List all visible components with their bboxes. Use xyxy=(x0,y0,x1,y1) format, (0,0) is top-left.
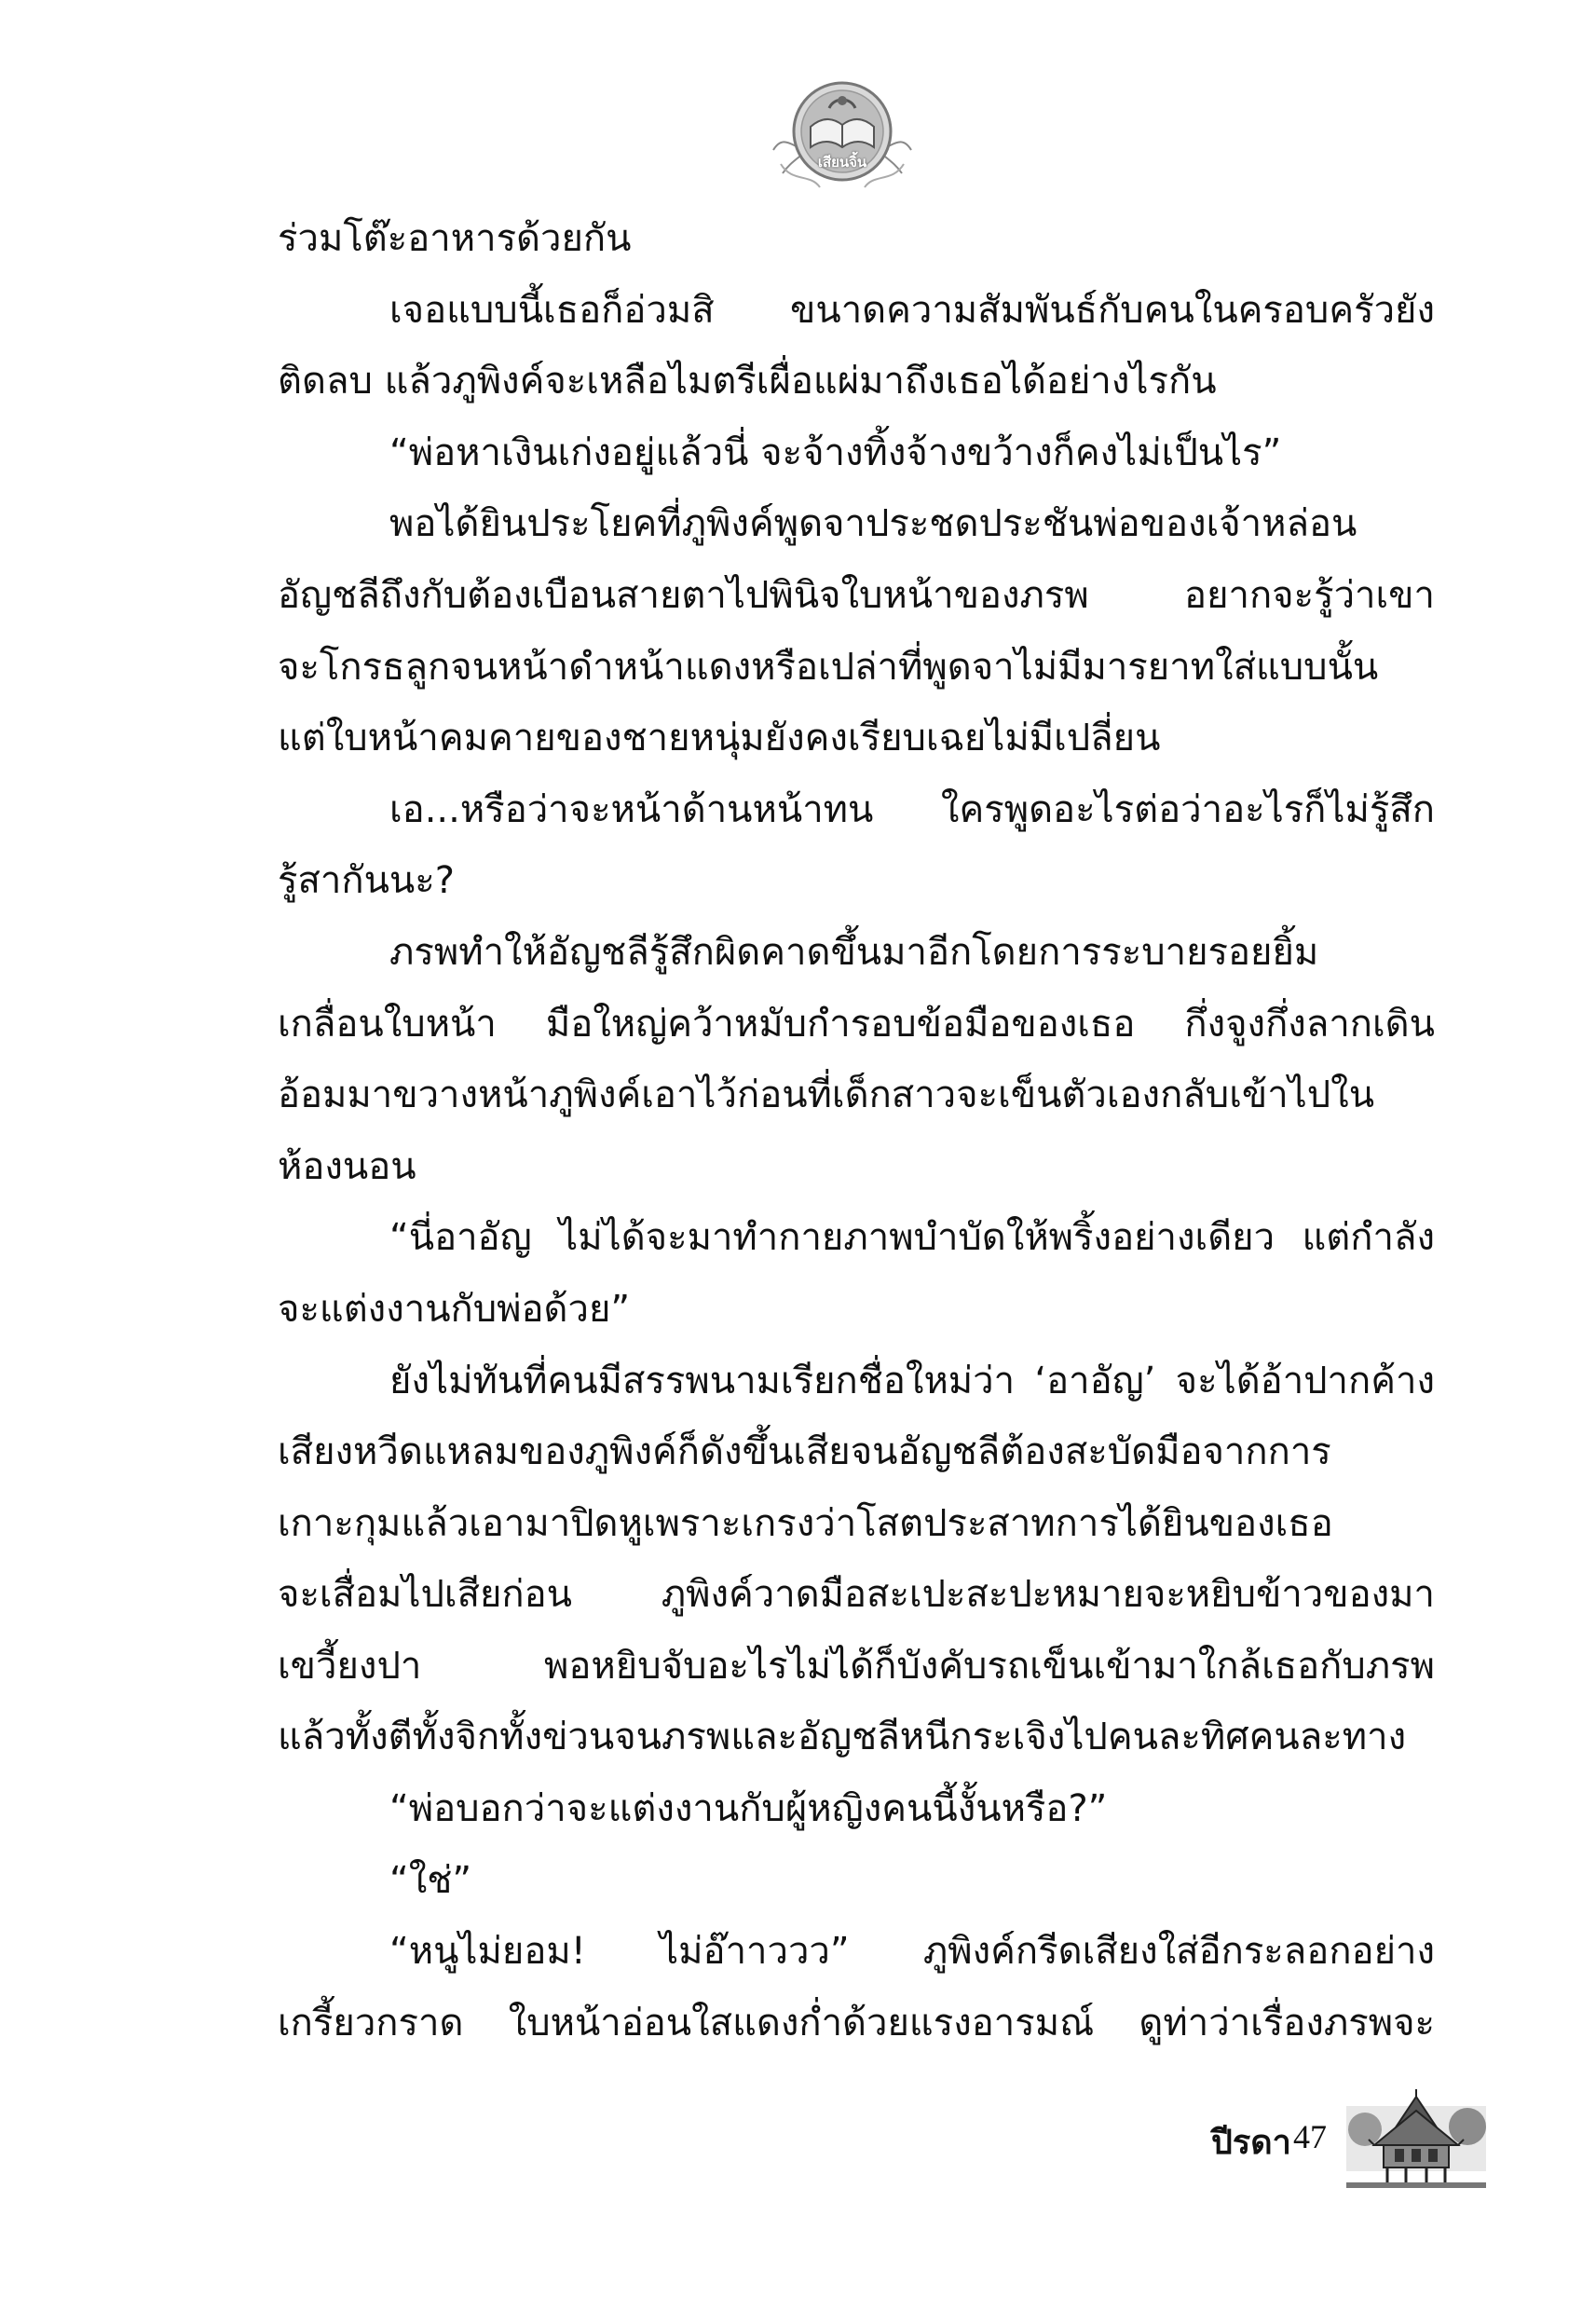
text-line: รู้สากันนะ? xyxy=(278,859,455,903)
text-line: เจอแบบนี้เธอก็อ่วมสิ ขนาดความสัมพันธ์กับคนในครอบครัวยัง xyxy=(389,288,1435,332)
text-line: เสียงหวีดแหลมของภูพิงค์ก็ดังขึ้นเสียจนอัญชลีต้องสะบัดมือจากการ xyxy=(278,1430,1331,1474)
text-line: จะเสื่อมไปเสียก่อน ภูพิงค์วาดมือสะเปะสะปะหมายจะหยิบข้าวของมา xyxy=(278,1573,1435,1617)
text-line: ยังไม่ทันที่คนมีสรรพนามเรียกชื่อใหม่ว่า ‘อาอัญ’ จะได้อ้าปากค้าง xyxy=(389,1359,1435,1402)
book-title: ปีรดา xyxy=(1211,2123,1291,2162)
text-line: เกรี้ยวกราด ใบหน้าอ่อนใสแดงก่ำด้วยแรงอารมณ์ ดูท่าว่าเรื่องภรพจะ xyxy=(278,2001,1435,2044)
text-line: “พ่อบอกว่าจะแต่งงานกับผู้หญิงคนนี้งั้นหรือ?” xyxy=(389,1787,1108,1831)
logo-text: เสียนจิ้น xyxy=(817,154,867,171)
text-line: “พ่อหาเงินเก่งอยู่แล้วนี่ จะจ้างทิ้งจ้างขว้างก็คงไม่เป็นไร” xyxy=(389,431,1282,474)
body-text xyxy=(278,203,1435,2058)
text-line: เกาะกุมแล้วเอามาปิดหูเพราะเกรงว่าโสตประสาทการได้ยินของเธอ xyxy=(278,1501,1333,1545)
book-logo-icon xyxy=(764,62,921,201)
text-line: แล้วทั้งตีทั้งจิกทั้งข่วนจนภรพและอัญชลีหนีกระเจิงไปคนละทิศคนละทาง xyxy=(278,1716,1407,1759)
text-line: อัญชลีถึงกับต้องเบือนสายตาไปพินิจใบหน้าของภรพ อยากจะรู้ว่าเขา xyxy=(278,573,1435,617)
text-line: อ้อมมาขวางหน้าภูพิงค์เอาไว้ก่อนที่เด็กสาวจะเข็นตัวเองกลับเข้าไปใน xyxy=(278,1073,1375,1117)
thai-house-icon xyxy=(1346,2087,1486,2190)
text-line: แต่ใบหน้าคมคายของชายหนุ่มยังคงเรียบเฉยไม่มีเปลี่ยน xyxy=(278,717,1161,760)
text-line: พอได้ยินประโยคที่ภูพิงค์พูดจาประชดประชันพ่อของเจ้าหล่อน xyxy=(389,502,1357,546)
text-line: เอ...หรือว่าจะหน้าด้านหน้าทน ใครพูดอะไรต่อว่าอะไรก็ไม่รู้สึก xyxy=(389,787,1435,831)
text-line: ติดลบ แล้วภูพิงค์จะเหลือไมตรีเผื่อแผ่มาถึงเธอได้อย่างไรกัน xyxy=(278,360,1217,403)
text-line: ร่วมโต๊ะอาหารด้วยกัน xyxy=(278,217,632,260)
text-line: เกลื่อนใบหน้า มือใหญ่คว้าหมับกำรอบข้อมือของเธอ กึ่งจูงกึ่งลากเดิน xyxy=(278,1002,1435,1046)
text-line: ห้องนอน xyxy=(278,1144,416,1188)
text-line: จะแต่งงานกับพ่อด้วย” xyxy=(278,1287,631,1331)
text-line: ภรพทำให้อัญชลีรู้สึกผิดคาดขึ้นมาอีกโดยการระบายรอยยิ้ม xyxy=(389,930,1319,974)
text-line: “หนูไม่ยอม! ไม่อ๊าาววว” ภูพิงค์กรีดเสียงใส่อีกระลอกอย่าง xyxy=(389,1930,1435,1974)
page-number: 47 xyxy=(1293,2118,1327,2155)
text-line: เขวี้ยงปา พอหยิบจับอะไรไม่ได้ก็บังคับรถเข็นเข้ามาใกล้เธอกับภรพ xyxy=(278,1644,1435,1688)
text-line: “นี่อาอัญ ไม่ได้จะมาทำกายภาพบำบัดให้พริ้งอย่างเดียว แต่กำลัง xyxy=(389,1216,1435,1260)
text-line: “ใช่” xyxy=(389,1858,472,1902)
text-line: จะโกรธลูกจนหน้าดำหน้าแดงหรือเปล่าที่พูดจาไม่มีมารยาทใส่แบบนั้น xyxy=(278,645,1379,689)
